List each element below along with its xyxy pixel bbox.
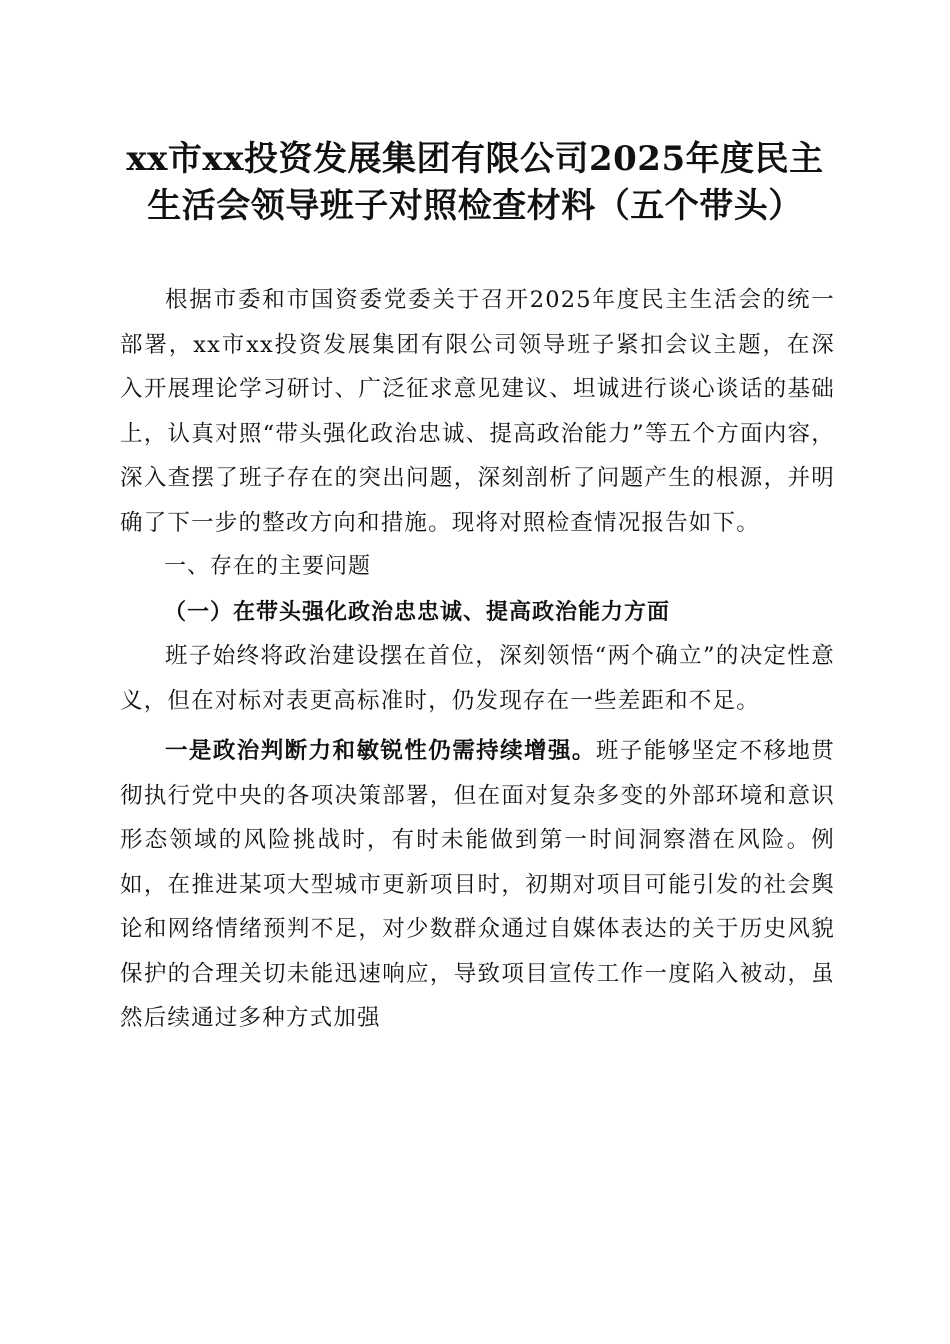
document-body [120, 278, 835, 1041]
subsection-paragraph: 班子始终将政治建设摆在首位，深刻领悟“两个确立”的决定性意义，但在对标对表更高标准时，仍发现存在一些差距和不足。 [120, 643, 835, 714]
point-one-text: 班子能够坚定不移地贯彻执行党中央的各项决策部署，但在面对复杂多变的外部环境和意识形态领域的风险挑战时，有时未能做到第一时间洞察潜在风险。例如，在推进某项大型城市更新项目时，初期对项目可能引发的社会舆论和网络情绪预判不足，对少数群众通过自媒体表达的关于历史风貌保护的合理关切未能迅速响应，导致项目宣传工作一度陷入被动，虽然后续通过多种方式加强 [120, 738, 835, 1031]
intro-paragraph: 根据市委和市国资委党委关于召开2025年度民主生活会的统一部署，xx市xx投资发展集团有限公司领导班子紧扣会议主题，在深入开展理论学习研讨、广泛征求意见建议、坦诚进行谈心谈话的基础上，认真对照“带头强化政治忠诚、提高政治能力”等五个方面内容，深入查摆了班子存在的突出问题，深刻剖析了问题产生的根源，并明确了下一步的整改方向和措施。现将对照检查情况报告如下。 [120, 287, 835, 536]
document-title-line-2: 生活会领导班子对照检查材料（五个带头） [147, 186, 803, 226]
section-heading-problems: 一、存在的主要问题 [164, 554, 372, 579]
document-title-line-1: xx市xx投资发展集团有限公司2025年度民主 [126, 139, 824, 179]
subsection-heading-political-loyalty: （一）在带头强化政治忠忠诚、提高政治能力方面 [164, 598, 671, 625]
point-one-lead: 一是政治判断力和敏锐性仍需持续增强。 [165, 738, 596, 764]
point-one-paragraph [120, 729, 835, 1041]
